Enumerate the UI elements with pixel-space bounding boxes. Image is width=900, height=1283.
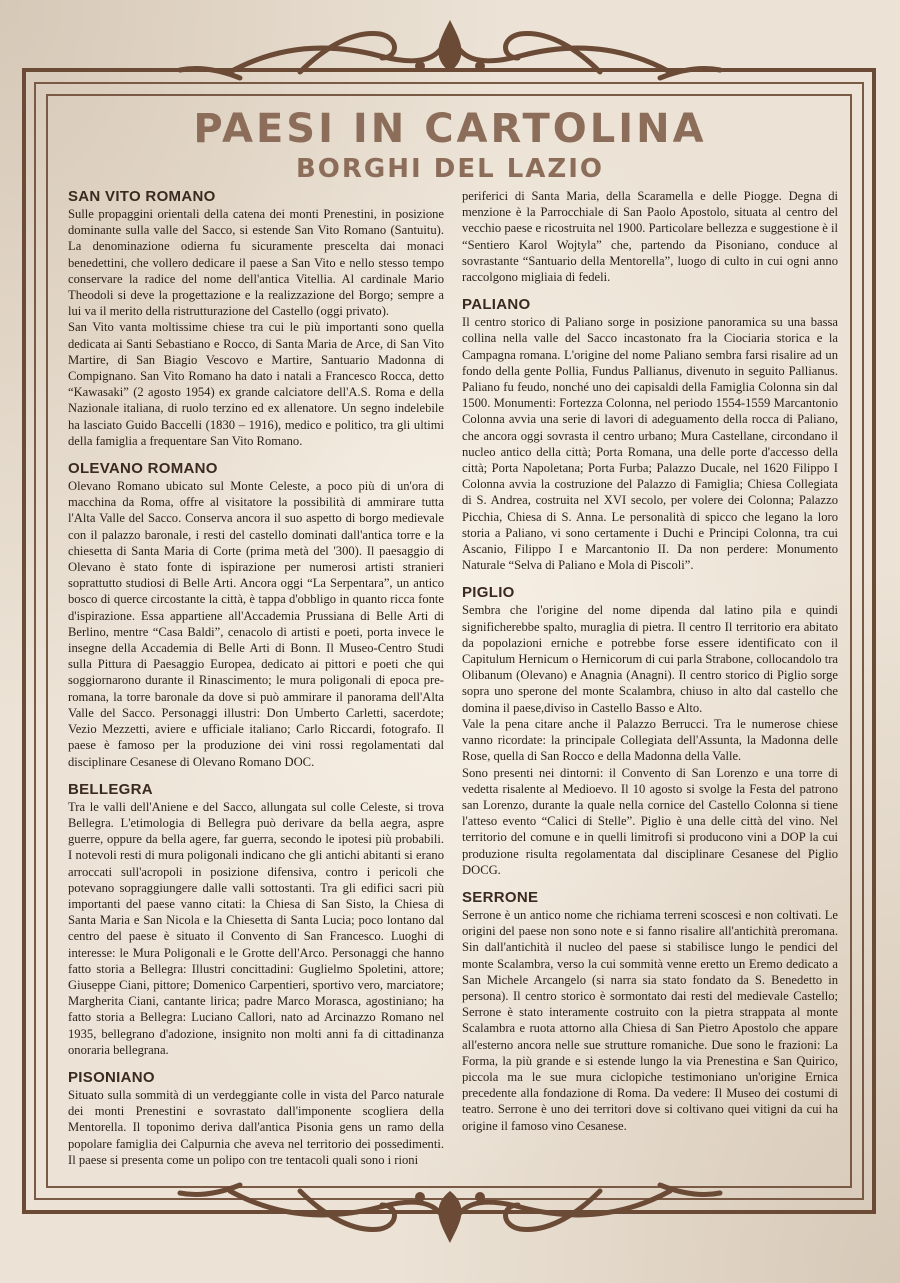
section-paragraph: Il centro storico di Paliano sorge in posizione panoramica su una bassa collina nella valle del Sacco incastonato fra la Ciociaria storica e la Campagna romana. L'origine del nome Paliano sembra farsi risalire ad un fondo della gente Pollia, Fundus Pallianus, divenuto in seguito Pallianus. Paliano fu feudo, nonché uno dei capisaldi della Famiglia Colonna sin dal 1500. Monumenti: Fortezza Colonna, nel periodo 1554-1559 Marcantonio Colonna avvia una serie di lavori di adeguamento della rocca di Paliano, che ancora oggi sovrasta il centro urbano; Mura Castellane, circondano il nucleo antico della città; Porta Romana, una delle porte d'accesso della città; Porta Napoletana; Porta Furba; Palazzo Ducale, nel 1620 Filippo I Colonna avvia la costruzione del Palazzo di Famiglia; Chiesa Collegiata di S. Andrea, costruita nel XVI secolo, per volere dei Colonna; Palazzo Picchia, Chiesa di S. Anna. Le personalità di spicco che legano la loro storia a Paliano, vi sono certamente i Duchi e Principi Colonna, tra cui Ascanio, Filippo I e Marcantonio II. Da non perdere: Monumento Naturale “Selva di Paliano e Mola di Piscoli”. — [462, 315, 838, 573]
section-heading-san-vito-romano: SAN VITO ROMANO — [68, 188, 216, 205]
section-paragraph: Sembra che l'origine del nome dipenda dal latino pila e quindi significherebbe spalto, muraglia di pietra. Il centro Il territorio era abitato da popolazioni erniche e potrebbe forse essere identificato con il Capitulum Hernicum o Hernicorum di cui parla Strabone, collocandolo tra Olibanum (Olevano) e Anagnia (Anagni). Il centro storico di Piglio sorge sopra uno sperone del monte Scalambra, chiuso in alto dal castello che domina il paese,diviso in Castello Basso e Alto. — [462, 603, 838, 715]
section-paragraph: Situato sulla sommità di un verdeggiante colle in vista del Parco naturale dei monti Prenestini e sovrastato dall'imponente scogliera della Mentorella. Il toponimo deriva dall'antica Pisonia gens un ramo della popolare famiglia dei Calpurnia che aveva nel territorio dei possedimenti. Il paese si presenta come un polipo con tre tentacoli quali sono i rioni — [68, 1087, 444, 1167]
section-heading-serrone: SERRONE — [462, 888, 539, 906]
section-paragraph: Serrone è un antico nome che richiama terreni scoscesi e non coltivati. Le origini del paese non sono note e si fanno risalire all'antichità preromana. Sin dall'antichità il nucleo del paese si stabilisce lungo le pendici del monte Scalambra, verso la cui sommità venne eretto un Eremo dedicato a San Michele Arcangelo (si narra sia stato fondato da S. Benedetto in persona). Il centro storico è sormontato dai resti del medievale Castello; Serrone è stato interamente costruito con la pietra strappata al monte Scalambra e ruota attorno alla Chiesa di San Pietro Apostolo che appare all'esterno ancora nelle sue strutture romaniche. Due sono le frazioni: La Forma, la più grande e si estende lungo la via Prenestina e San Quirico, piccola ma le sue mura ciclopiche testimoniano un'origine Ernica precedente alla fondazione di Roma. Da vedere: Il Museo dei costumi di teatro. Serrone è uno dei territori dove si coltivano quei vitigni da cui ha origine il famoso vino Cesanese. — [462, 907, 838, 1133]
section-paragraph: Olevano Romano ubicato sul Monte Celeste, a poco più di un'ora di macchina da Roma, offre al visitatore la possibilità di ammirare tutta l'Alta Valle del Sacco. Conserva ancora il suo aspetto di borgo medievale con il palazzo baronale, i resti del castello dominati dall'antica torre e la chiesetta di Santa Maria di Corte (prima metà del '300). Il paesaggio di Olevano è stato fonte di ispirazione per numerosi artisti stranieri soprattutto studiosi di Belle Arti. Ancora oggi “La Serpentara”, un antico bosco di querce circostante la città, è tappa d'obbligo in quanto ricca fonte d'ispirazione. Essa appartiene all'Accademia Prussiana di Belle Arti di Berlino, mentre “Casa Baldi”, cenacolo di artisti e poeti, porta invece le insegne della Accademia di Belle Arti di Bonn. Il Museo-Centro Studi sulla Pittura di Paesaggio Europea, dedicato ai pittori e poeti che qui soggiornarono durante il Rinascimento; le mura poligonali di epoca pre-romana, la torre baronale da dove si può ammirare il panorama dell'Alta Valle del Sacco. Personaggi illustri: Don Umberto Carletti, sacerdote; Vezio Mezzetti, aviere e ufficiale italiano; Carlo Riccardi, fotografo. Il paese è famoso per la produzione dei vini rossi regolamentati dal disciplinare Cesanese di Olevano Romano DOC. — [68, 479, 444, 769]
page-title: PAESI IN CARTOLINA — [193, 106, 707, 152]
page-subtitle: BORGHI DEL LAZIO — [295, 154, 605, 184]
left-column — [68, 188, 444, 1168]
section-heading-paliano: PALIANO — [462, 296, 531, 314]
section-paragraph: Sono presenti nei dintorni: il Convento di San Lorenzo e una torre di vedetta risalente al Medioevo. Il 10 agosto si svolge la Festa del patrono san Lorenzo, durante la quale nella cornice del Castello Colonna si tiene l'atteso evento “Calici di Stelle”. Piglio è una delle città del vino. Nel territorio del comune e in quelli limitrofi si producono vini a DOP la cui produzione risulta regolamentata dal disciplinare Cesanese del Piglio DOCG. — [462, 765, 838, 877]
bottom-scroll-ornament — [0, 1173, 900, 1263]
section-heading-bellegra: BELLEGRA — [68, 780, 153, 798]
section-paragraph-continued: periferici di Santa Maria, della Scaramella e delle Piogge. Degna di menzione è la Parrocchiale di San Paolo Apostolo, situata al centro del vecchio paese e ricostruita nel 1900. Particolare bellezza e suggestione è il “Sentiero Karol Wojtyla” che, partendo da Pisoniano, conduce al sovrastante “Santuario della Mentorella”, luogo di culto in cui ogni anno raccolgono migliaia di fedeli. — [462, 189, 838, 285]
section-paragraph: Sulle propaggini orientali della catena dei monti Prenestini, in posizione dominante sulla valle del Sacco, si estende San Vito Romano (Santuitu). La denominazione odierna fu sicuramente prescelta dai monaci benedettini, che vollero dedicare il paese a San Vito e nello stesso tempo conservare la radice del nome dell'antica Vitellia. Al cardinale Mario Theodoli si deve la progettazione e la realizzazione del Borgo; sempre a lui va il merito della ristrutturazione del Castello (oggi privato). — [68, 207, 444, 319]
section-paragraph: San Vito vanta moltissime chiese tra cui le più importanti sono quella dedicata ai Santi Sebastiano e Rocco, di Santa Maria de Arce, di San Vito Martire, di San Biagio Vescovo e Martire, Santuario Madonna di Compignano. San Vito Romano ha dato i natali a Francesco Rocca, detto “Kawasaki” (2 agosto 1954) ex grande calciatore dell'A.S. Roma e della Nazionale italiana, di ruolo terzino ed ex allenatore. Un segno indelebile ha lasciato Guido Baccelli (1830 – 1916), medico e politico, tra gli ultimi della famiglia a frequentare San Vito Romano. — [68, 320, 444, 448]
section-heading-olevano-romano: OLEVANO ROMANO — [68, 460, 218, 478]
section-paragraph: Vale la pena citare anche il Palazzo Berrucci. Tra le numerose chiese vanno ricordate: la principale Collegiata dell'Assunta, la Madonna delle Rose, quella di San Rocco e della Madonna della Valle. — [462, 716, 838, 764]
section-heading-pisoniano: PISONIANO — [68, 1068, 155, 1086]
section-paragraph: Tra le valli dell'Aniene e del Sacco, allungata sul colle Celeste, si trova Bellegra. L'etimologia di Bellegra può derivare da bella aegra, aspre guerre, oppure da bella agere, far guerra, secondo le ipotesi più probabili. I notevoli resti di mura poligonali indicano che gli antichi abitanti si erano arroccati sull'acropoli in posizione difensiva, contro i pericoli che potevano sopraggiungere dalle valli sottostanti. Tra gli edifici sacri più importanti del paese vanno citati: la Chiesa di San Sisto, la Chiesa di Santa Maria e San Nicola e la Chiesetta di Santa Lucia; poco lontano dal centro del paese è situato il Convento di San Francesco. Luoghi di interesse: le Mura Poligonali e le Grotte dell'Arco. Personaggi che hanno fatto storia a Bellegra: Illustri concittadini: Guglielmo Spoletini, attore; Giuseppe Ciani, pittore; Domenico Carpentieri, sportivo vero, marciatore; Margherita Ciani, cantante lirica; padre Marco Morasca, agostiniano; ha fatto storia a Bellegra: Luciano Callori, nato ad Arcinazzo Romano nel 1935, bellegrano d'adozione, insignito non molti anni fa di cittadinanza onoraria bellegrana. — [68, 799, 444, 1057]
right-column — [462, 188, 838, 1134]
section-heading-piglio: PIGLIO — [462, 584, 515, 602]
top-scroll-ornament — [0, 0, 900, 90]
